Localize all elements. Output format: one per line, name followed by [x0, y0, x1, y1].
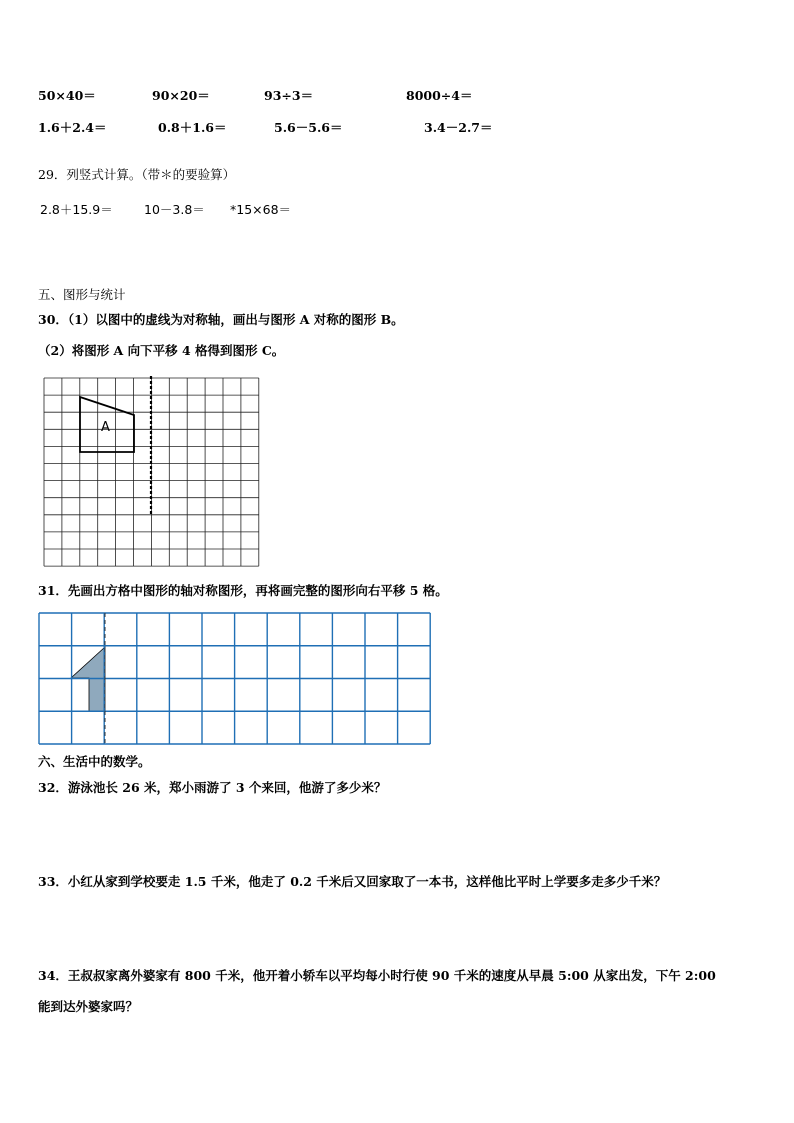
vertical-calc-item: *15×68＝ [230, 202, 292, 217]
calc-item: 8000÷4＝ [406, 88, 473, 103]
calc-item: 0.8＋1.6＝ [158, 120, 227, 135]
q29-title: 29．列竖式计算。（带＊的要验算） [38, 167, 236, 182]
calc-item: 90×20＝ [152, 88, 210, 103]
section-heading: 五、图形与统计 [38, 287, 126, 302]
q32-text: 32．游泳池长 26 米，郑小雨游了 3 个来回，他游了多少米？ [38, 780, 387, 795]
calc-item: 93÷3＝ [264, 88, 314, 103]
calc-item: 5.6－5.6＝ [274, 120, 343, 135]
q34-line2: 能到达外婆家吗？ [38, 999, 139, 1014]
calc-item: 3.4－2.7＝ [424, 120, 493, 135]
section-heading: 六、生活中的数学。 [38, 754, 151, 769]
shape-a-label: A [101, 420, 110, 435]
q30-line2: （2）将图形 A 向下平移 4 格得到图形 C。 [38, 343, 285, 358]
q30-line1: 30．（1）以图中的虚线为对称轴，画出与图形 A 对称的图形 B。 [38, 312, 404, 327]
vertical-calc-item: 2.8＋15.9＝ [40, 202, 113, 217]
q31-title: 31．先画出方格中图形的轴对称图形，再将画完整的图形向右平移 5 格。 [38, 583, 448, 598]
vertical-calc-item: 10－3.8＝ [144, 202, 205, 217]
q34-line1: 34．王叔叔家离外婆家有 800 千米，他开着小轿车以平均每小时行使 90 千米的速度从早晨 5:00 从家出发，下午 2:00 [38, 968, 716, 983]
calc-item: 1.6＋2.4＝ [38, 120, 107, 135]
q33-text: 33．小红从家到学校要走 1.5 千米，他走了 0.2 千米后又回家取了一本书，这样他比平时上学要多走多少千米？ [38, 874, 667, 889]
calc-item: 50×40＝ [38, 88, 96, 103]
